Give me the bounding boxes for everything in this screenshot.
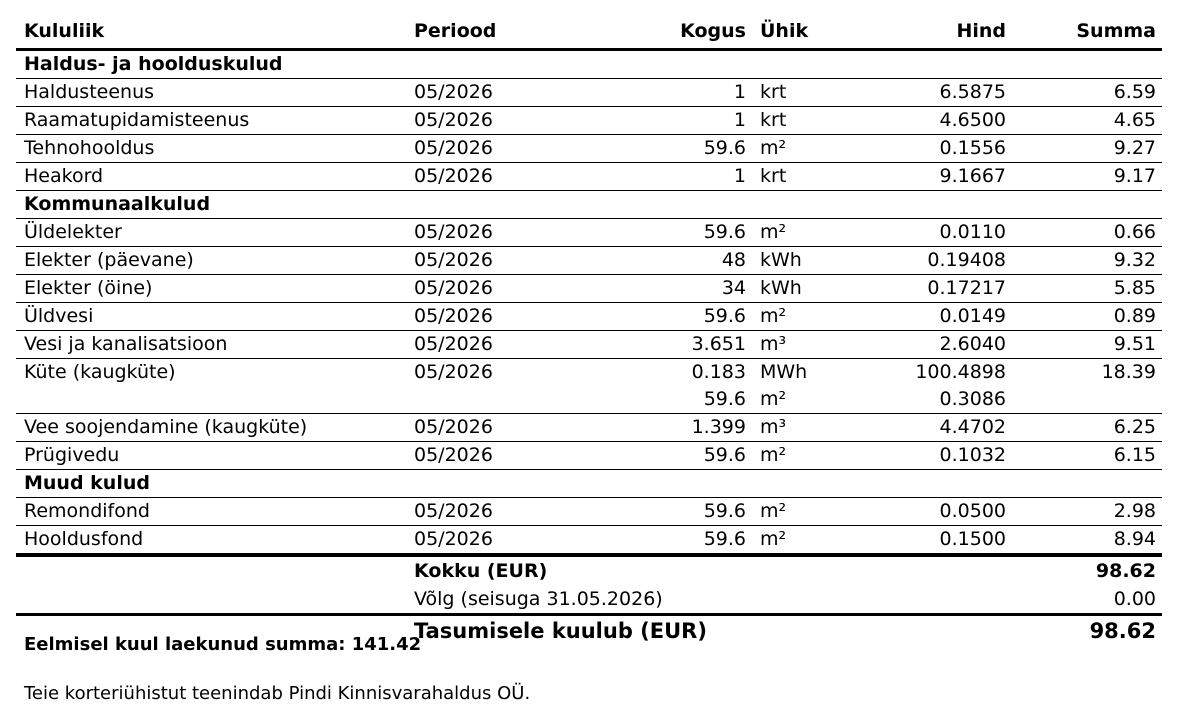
row-sum: 6.59 bbox=[1113, 81, 1156, 103]
row-sum: 9.27 bbox=[1113, 137, 1156, 159]
bill-document bbox=[16, 14, 1162, 646]
row-quantity: 1 bbox=[733, 109, 746, 131]
row-unit: kWh bbox=[760, 277, 802, 299]
row-quantity: 59.6 bbox=[703, 305, 746, 327]
row-price: 0.1556 bbox=[939, 137, 1006, 159]
table-row bbox=[16, 107, 1162, 135]
table-row bbox=[16, 79, 1162, 107]
row-sum: 6.15 bbox=[1113, 444, 1156, 466]
table-row bbox=[16, 219, 1162, 247]
row-unit: m² bbox=[760, 528, 787, 550]
table-row bbox=[16, 498, 1162, 526]
table-row bbox=[16, 359, 1162, 387]
row-quantity: 1.399 bbox=[691, 416, 746, 438]
row-period: 05/2026 bbox=[414, 165, 493, 187]
total-value: 98.62 bbox=[1095, 560, 1156, 582]
row-period: 05/2026 bbox=[414, 361, 493, 383]
row-period: 05/2026 bbox=[414, 333, 493, 355]
row-period-empty bbox=[406, 386, 652, 414]
table-row bbox=[16, 526, 1162, 554]
row-period: 05/2026 bbox=[414, 305, 493, 327]
row-sum-empty bbox=[1012, 386, 1162, 414]
row-price: 9.1667 bbox=[939, 165, 1006, 187]
row-unit: m² bbox=[760, 221, 787, 243]
row-price: 4.4702 bbox=[939, 416, 1006, 438]
row-sum: 6.25 bbox=[1113, 416, 1156, 438]
row-name-empty bbox=[16, 386, 406, 414]
row-price: 0.0500 bbox=[939, 500, 1006, 522]
row-period: 05/2026 bbox=[414, 137, 493, 159]
row-quantity: 59.6 bbox=[703, 500, 746, 522]
row-period: 05/2026 bbox=[414, 444, 493, 466]
row-quantity: 0.183 bbox=[691, 361, 746, 383]
row-quantity: 34 bbox=[721, 277, 746, 299]
row-name: Remondifond bbox=[24, 500, 150, 522]
row-name: Hooldusfond bbox=[24, 528, 144, 550]
row-price: 0.17217 bbox=[927, 277, 1006, 299]
section-header bbox=[16, 50, 1162, 79]
row-name: Elekter (päevane) bbox=[24, 249, 194, 271]
row-period: 05/2026 bbox=[414, 416, 493, 438]
header-quantity: Kogus bbox=[680, 20, 746, 42]
row-unit: m² bbox=[760, 500, 787, 522]
row-quantity: 59.6 bbox=[703, 444, 746, 466]
footer-note: Teie korteriühistut teenindab Pindi Kinnisvarahaldus OÜ. bbox=[24, 683, 531, 704]
row-quantity: 1 bbox=[733, 81, 746, 103]
row-sum: 9.32 bbox=[1113, 249, 1156, 271]
header-unit: Ühik bbox=[760, 20, 809, 42]
row-unit: m² bbox=[760, 444, 787, 466]
row-price: 0.1500 bbox=[939, 528, 1006, 550]
row-sum: 0.89 bbox=[1113, 305, 1156, 327]
row-unit: m² bbox=[760, 388, 787, 410]
table-row bbox=[16, 247, 1162, 275]
row-name: Üldelekter bbox=[24, 221, 122, 243]
table-row bbox=[16, 414, 1162, 442]
row-name: Tehnohooldus bbox=[24, 137, 155, 159]
row-unit: krt bbox=[760, 109, 787, 131]
header-name: Kululiik bbox=[24, 20, 105, 42]
row-name: Heakord bbox=[24, 165, 104, 187]
cost-table bbox=[16, 14, 1162, 554]
row-period: 05/2026 bbox=[414, 249, 493, 271]
header-price: Hind bbox=[956, 20, 1006, 42]
debt-line bbox=[16, 585, 1162, 613]
debt-label: Võlg (seisuga 31.05.2026) bbox=[414, 588, 663, 610]
header-sum: Summa bbox=[1076, 20, 1156, 42]
row-price: 0.19408 bbox=[927, 249, 1006, 271]
table-row bbox=[16, 275, 1162, 303]
table-row-extra bbox=[16, 386, 1162, 414]
row-name: Raamatupidamisteenus bbox=[24, 109, 250, 131]
row-quantity: 3.651 bbox=[691, 333, 746, 355]
row-name: Elekter (öine) bbox=[24, 277, 153, 299]
row-quantity: 1 bbox=[733, 165, 746, 187]
row-sum: 8.94 bbox=[1113, 528, 1156, 550]
row-sum: 9.17 bbox=[1113, 165, 1156, 187]
row-period: 05/2026 bbox=[414, 109, 493, 131]
row-price: 0.3086 bbox=[939, 388, 1006, 410]
section-title: Haldus- ja hoolduskulud bbox=[24, 53, 283, 75]
row-period: 05/2026 bbox=[414, 81, 493, 103]
row-sum: 9.51 bbox=[1113, 333, 1156, 355]
total-label: Kokku (EUR) bbox=[414, 560, 548, 582]
row-price: 4.6500 bbox=[939, 109, 1006, 131]
payable-value: 98.62 bbox=[1089, 619, 1156, 643]
row-quantity: 59.6 bbox=[703, 528, 746, 550]
row-period: 05/2026 bbox=[414, 277, 493, 299]
row-sum: 4.65 bbox=[1113, 109, 1156, 131]
row-sum: 5.85 bbox=[1113, 277, 1156, 299]
section-title: Kommunaalkulud bbox=[24, 193, 211, 215]
row-unit: kWh bbox=[760, 249, 802, 271]
row-quantity: 59.6 bbox=[703, 388, 746, 410]
row-unit: m² bbox=[760, 137, 787, 159]
totals-block bbox=[16, 554, 1162, 646]
header-period: Periood bbox=[414, 20, 497, 42]
row-period: 05/2026 bbox=[414, 528, 493, 550]
row-period: 05/2026 bbox=[414, 500, 493, 522]
row-quantity: 59.6 bbox=[703, 221, 746, 243]
section-header bbox=[16, 191, 1162, 219]
row-name: Üldvesi bbox=[24, 305, 94, 327]
table-row bbox=[16, 303, 1162, 331]
table-header bbox=[16, 14, 1162, 50]
row-name: Prügivedu bbox=[24, 444, 120, 466]
table-body bbox=[16, 50, 1162, 554]
table-row bbox=[16, 331, 1162, 359]
section-title: Muud kulud bbox=[24, 472, 150, 494]
row-price: 100.4898 bbox=[915, 361, 1006, 383]
row-name: Haldusteenus bbox=[24, 81, 155, 103]
row-price: 0.0110 bbox=[939, 221, 1006, 243]
row-sum: 18.39 bbox=[1101, 361, 1156, 383]
previous-payment: Eelmisel kuul laekunud summa: 141.42 bbox=[24, 634, 422, 655]
row-unit: MWh bbox=[760, 361, 808, 383]
row-period: 05/2026 bbox=[414, 221, 493, 243]
row-name: Küte (kaugküte) bbox=[24, 361, 176, 383]
row-price: 0.0149 bbox=[939, 305, 1006, 327]
row-price: 0.1032 bbox=[939, 444, 1006, 466]
row-sum: 0.66 bbox=[1113, 221, 1156, 243]
row-unit: m³ bbox=[760, 333, 787, 355]
section-header bbox=[16, 470, 1162, 498]
total-line bbox=[16, 557, 1162, 585]
row-unit: m³ bbox=[760, 416, 787, 438]
row-unit: m² bbox=[760, 305, 787, 327]
row-unit: krt bbox=[760, 165, 787, 187]
payable-label: Tasumisele kuulub (EUR) bbox=[414, 619, 707, 643]
table-row bbox=[16, 163, 1162, 191]
row-quantity: 48 bbox=[721, 249, 746, 271]
row-unit: krt bbox=[760, 81, 787, 103]
debt-value: 0.00 bbox=[1113, 588, 1156, 610]
table-row bbox=[16, 442, 1162, 470]
row-name: Vee soojendamine (kaugküte) bbox=[24, 416, 308, 438]
row-quantity: 59.6 bbox=[703, 137, 746, 159]
table-row bbox=[16, 135, 1162, 163]
row-price: 6.5875 bbox=[939, 81, 1006, 103]
row-price: 2.6040 bbox=[939, 333, 1006, 355]
row-name: Vesi ja kanalisatsioon bbox=[24, 333, 228, 355]
row-sum: 2.98 bbox=[1113, 500, 1156, 522]
